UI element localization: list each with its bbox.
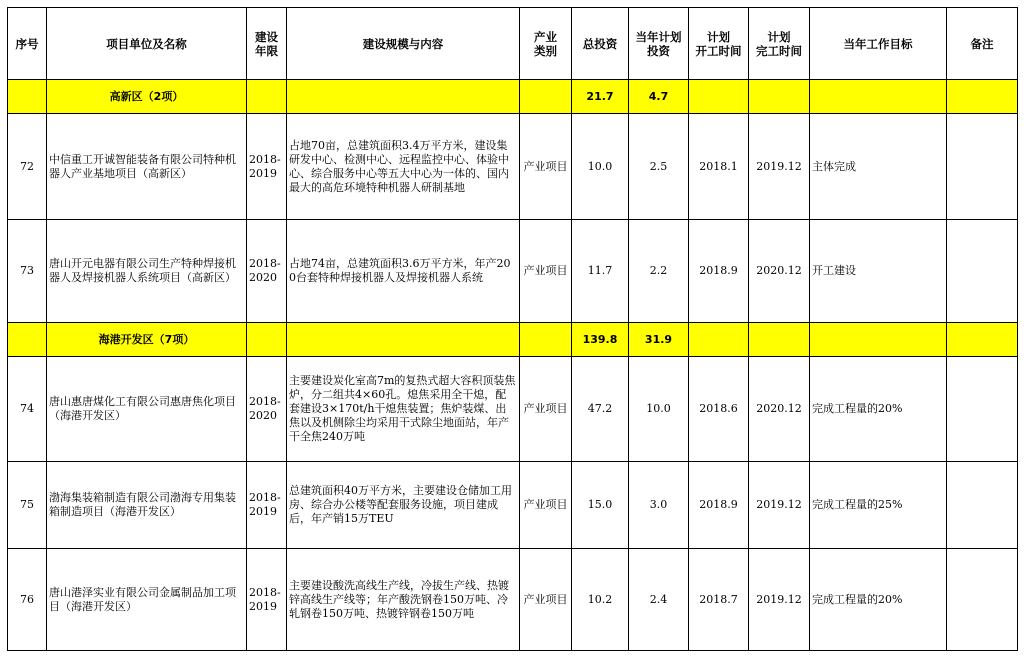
project-table bbox=[7, 7, 1018, 651]
row-end: 2020.12 bbox=[749, 220, 810, 323]
section-plan-invest: 4.7 bbox=[629, 80, 689, 114]
header-end: 计划 完工时间 bbox=[749, 8, 810, 80]
row-start: 2018.1 bbox=[689, 114, 749, 220]
row-seq: 72 bbox=[8, 114, 47, 220]
row-goal: 主体完成 bbox=[810, 114, 947, 220]
row-scale: 占地74亩，总建筑面积3.6万平方米，年产200台套特种焊接机器人及焊接机器人系统 bbox=[287, 220, 520, 323]
header-row bbox=[8, 8, 1018, 80]
table-row bbox=[8, 114, 1018, 220]
row-end: 2019.12 bbox=[749, 549, 810, 651]
row-unit: 中信重工开诚智能装备有限公司特种机器人产业基地项目（高新区） bbox=[47, 114, 247, 220]
row-end: 2019.12 bbox=[749, 114, 810, 220]
section-total: 139.8 bbox=[572, 323, 629, 357]
header-type: 产业 类别 bbox=[520, 8, 572, 80]
row-start: 2018.9 bbox=[689, 462, 749, 549]
row-note bbox=[947, 462, 1018, 549]
row-goal: 开工建设 bbox=[810, 220, 947, 323]
header-scale: 建设规模与内容 bbox=[287, 8, 520, 80]
section-row bbox=[8, 80, 1018, 114]
row-scale: 占地70亩，总建筑面积3.4万平方米，建设集研发中心、检测中心、远程监控中心、体验中心、综合服务中心等五大中心为一体的、国内最大的高危环境特种机器人研制基地 bbox=[287, 114, 520, 220]
row-type: 产业项目 bbox=[520, 462, 572, 549]
section-total: 21.7 bbox=[572, 80, 629, 114]
row-scale: 主要建设炭化室高7m的复热式超大容积顶装焦炉，分二组共4×60孔。熄焦采用全干熄，配套建设3×170t/h干熄焦装置；焦炉装煤、出焦以及机侧除尘均采用干式除尘地面站，年产干全焦240万吨 bbox=[287, 357, 520, 462]
row-term: 2018-2019 bbox=[247, 549, 287, 651]
row-total: 10.2 bbox=[572, 549, 629, 651]
row-plan-invest: 3.0 bbox=[629, 462, 689, 549]
section-row bbox=[8, 323, 1018, 357]
row-plan-invest: 2.4 bbox=[629, 549, 689, 651]
row-start: 2018.7 bbox=[689, 549, 749, 651]
row-plan-invest: 2.5 bbox=[629, 114, 689, 220]
section-title: 海港开发区（7项） bbox=[47, 323, 247, 357]
row-type: 产业项目 bbox=[520, 114, 572, 220]
row-total: 10.0 bbox=[572, 114, 629, 220]
row-note bbox=[947, 549, 1018, 651]
row-plan-invest: 10.0 bbox=[629, 357, 689, 462]
row-total: 15.0 bbox=[572, 462, 629, 549]
row-goal: 完成工程量的25% bbox=[810, 462, 947, 549]
section-plan-invest: 31.9 bbox=[629, 323, 689, 357]
row-unit: 渤海集装箱制造有限公司渤海专用集装箱制造项目（海港开发区） bbox=[47, 462, 247, 549]
row-type: 产业项目 bbox=[520, 549, 572, 651]
row-type: 产业项目 bbox=[520, 357, 572, 462]
row-unit: 唐山惠唐煤化工有限公司惠唐焦化项目（海港开发区） bbox=[47, 357, 247, 462]
row-term: 2018-2020 bbox=[247, 220, 287, 323]
row-seq: 76 bbox=[8, 549, 47, 651]
header-note: 备注 bbox=[947, 8, 1018, 80]
header-total: 总投资 bbox=[572, 8, 629, 80]
row-goal: 完成工程量的20% bbox=[810, 357, 947, 462]
row-seq: 75 bbox=[8, 462, 47, 549]
row-total: 11.7 bbox=[572, 220, 629, 323]
row-note bbox=[947, 220, 1018, 323]
row-end: 2019.12 bbox=[749, 462, 810, 549]
row-scale: 主要建设酸洗高线生产线，冷拔生产线、热镀锌高线生产线等；年产酸洗钢卷150万吨、冷轧钢卷150万吨、热镀锌钢卷150万吨 bbox=[287, 549, 520, 651]
header-term: 建设 年限 bbox=[247, 8, 287, 80]
table-row bbox=[8, 462, 1018, 549]
table-row bbox=[8, 220, 1018, 323]
row-total: 47.2 bbox=[572, 357, 629, 462]
row-end: 2020.12 bbox=[749, 357, 810, 462]
section-title: 高新区（2项） bbox=[47, 80, 247, 114]
table-row bbox=[8, 357, 1018, 462]
row-type: 产业项目 bbox=[520, 220, 572, 323]
header-plan-invest: 当年计划 投资 bbox=[629, 8, 689, 80]
row-unit: 唐山港泽实业有限公司金属制品加工项目（海港开发区） bbox=[47, 549, 247, 651]
row-seq: 74 bbox=[8, 357, 47, 462]
row-goal: 完成工程量的20% bbox=[810, 549, 947, 651]
row-term: 2018-2019 bbox=[247, 462, 287, 549]
header-unit: 项目单位及名称 bbox=[47, 8, 247, 80]
row-unit: 唐山开元电器有限公司生产特种焊接机器人及焊接机器人系统项目（高新区） bbox=[47, 220, 247, 323]
row-note bbox=[947, 357, 1018, 462]
row-start: 2018.6 bbox=[689, 357, 749, 462]
row-scale: 总建筑面积40万平方米，主要建设仓储加工用房、综合办公楼等配套服务设施，项目建成后，年产销15万TEU bbox=[287, 462, 520, 549]
header-seq: 序号 bbox=[8, 8, 47, 80]
row-start: 2018.9 bbox=[689, 220, 749, 323]
row-term: 2018-2020 bbox=[247, 357, 287, 462]
row-term: 2018-2019 bbox=[247, 114, 287, 220]
row-note bbox=[947, 114, 1018, 220]
table-row bbox=[8, 549, 1018, 651]
header-goal: 当年工作目标 bbox=[810, 8, 947, 80]
header-start: 计划 开工时间 bbox=[689, 8, 749, 80]
row-seq: 73 bbox=[8, 220, 47, 323]
row-plan-invest: 2.2 bbox=[629, 220, 689, 323]
